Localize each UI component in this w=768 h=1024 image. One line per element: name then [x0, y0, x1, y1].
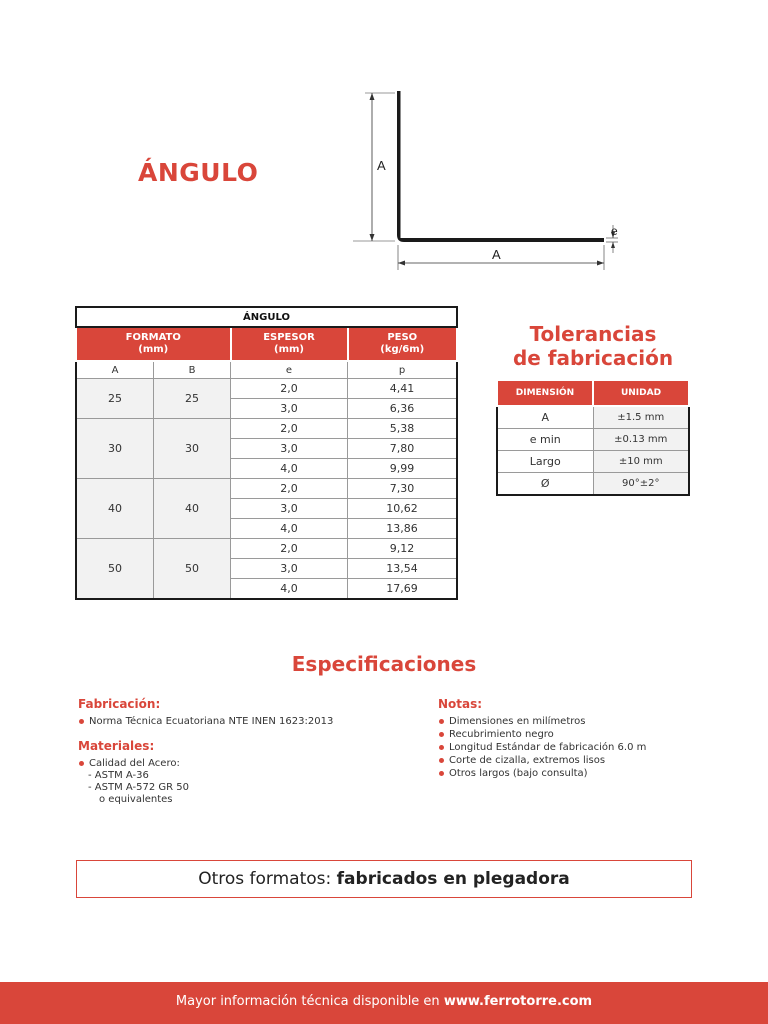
table-row: [497, 473, 689, 496]
thickness-label: e: [611, 224, 618, 238]
peso-cell: 4,41: [348, 379, 458, 399]
unit-cell: ±10 mm: [593, 451, 689, 473]
dimension-cell: e min: [497, 429, 593, 451]
page-title: ÁNGULO: [138, 158, 259, 187]
header-formato: FORMATO (mm): [76, 327, 231, 361]
peso-cell: 9,12: [348, 539, 458, 559]
dimension-cell: A: [497, 406, 593, 429]
table-row: [497, 429, 689, 451]
tolerances-title: Tolerancias de fabricación: [512, 322, 674, 370]
peso-cell: 13,86: [348, 519, 458, 539]
fabricacion-heading: Fabricación:: [78, 697, 161, 711]
espesor-cell: 2,0: [231, 419, 348, 439]
format-a-cell: 25: [76, 379, 154, 419]
espesor-cell: 3,0: [231, 399, 348, 419]
format-a-cell: 50: [76, 539, 154, 600]
format-a-cell: 40: [76, 479, 154, 539]
header-dimension: DIMENSIÓN: [497, 380, 593, 406]
angle-profile-shape: [397, 91, 604, 242]
list-item: Longitud Estándar de fabricación 6.0 m: [438, 741, 738, 754]
table-row: [76, 419, 457, 439]
espesor-cell: 2,0: [231, 539, 348, 559]
dimension-cell: Largo: [497, 451, 593, 473]
espesor-cell: 2,0: [231, 379, 348, 399]
header-espesor: ESPESOR (mm): [231, 327, 348, 361]
footer-text: Mayor información técnica disponible en: [175, 994, 444, 1009]
other-formats-prefix: Otros formatos:: [198, 869, 337, 889]
notas-heading: Notas:: [438, 697, 483, 711]
peso-cell: 7,80: [348, 439, 458, 459]
list-item: Norma Técnica Ecuatoriana NTE INEN 1623:2013: [78, 715, 418, 728]
notas-list: [438, 715, 738, 780]
horizontal-dimension-label: A: [492, 247, 501, 262]
notas-section: [438, 697, 738, 780]
material-equivalentes: o equivalentes: [99, 794, 173, 805]
table-row: [76, 479, 457, 499]
list-item: Dimensiones en milímetros: [438, 715, 738, 728]
material-astm-a572: - ASTM A-572 GR 50: [88, 782, 189, 793]
peso-cell: 10,62: [348, 499, 458, 519]
unit-cell: ±1.5 mm: [593, 406, 689, 429]
fabricacion-section: [78, 697, 418, 728]
list-item: Recubrimiento negro: [438, 728, 738, 741]
footer-banner: [0, 982, 768, 1024]
espesor-cell: 2,0: [231, 479, 348, 499]
format-a-cell: 30: [76, 419, 154, 479]
peso-cell: 13,54: [348, 559, 458, 579]
format-b-cell: 50: [154, 539, 231, 600]
dimension-cell: Ø: [497, 473, 593, 496]
peso-cell: 5,38: [348, 419, 458, 439]
angle-profile-diagram: [340, 85, 640, 275]
espesor-cell: 3,0: [231, 559, 348, 579]
unit-cell: ±0.13 mm: [593, 429, 689, 451]
subheader-b: B: [154, 361, 231, 379]
espesor-cell: 3,0: [231, 439, 348, 459]
header-peso: PESO (kg/6m): [348, 327, 458, 361]
list-item: Otros largos (bajo consulta): [438, 767, 738, 780]
espesor-cell: 4,0: [231, 459, 348, 479]
format-b-cell: 30: [154, 419, 231, 479]
peso-cell: 9,99: [348, 459, 458, 479]
peso-cell: 17,69: [348, 579, 458, 600]
footer-website-link[interactable]: www.ferrotorre.com: [443, 994, 593, 1009]
angle-dimensions-table: [75, 306, 458, 600]
espesor-cell: 4,0: [231, 579, 348, 600]
table-row: [76, 379, 457, 399]
vertical-dimension-label: A: [377, 158, 386, 173]
materiales-list: [78, 757, 418, 770]
format-b-cell: 40: [154, 479, 231, 539]
header-unidad: UNIDAD: [593, 380, 689, 406]
tolerances-table: [496, 379, 690, 496]
espesor-cell: 3,0: [231, 499, 348, 519]
unit-cell: 90°±2°: [593, 473, 689, 496]
subheader-e: e: [231, 361, 348, 379]
table-caption: ÁNGULO: [76, 307, 457, 327]
materiales-section: [78, 739, 418, 806]
subheader-a: A: [76, 361, 154, 379]
peso-cell: 7,30: [348, 479, 458, 499]
list-item: Calidad del Acero:: [78, 757, 418, 770]
format-b-cell: 25: [154, 379, 231, 419]
fabricacion-list: [78, 715, 418, 728]
table-row: [497, 406, 689, 429]
list-item: Corte de cizalla, extremos lisos: [438, 754, 738, 767]
specs-title: Especificaciones: [291, 652, 477, 676]
material-astm-a36: - ASTM A-36: [88, 770, 149, 781]
materiales-heading: Materiales:: [78, 739, 155, 753]
espesor-cell: 4,0: [231, 519, 348, 539]
other-formats-highlight: fabricados en plegadora: [336, 869, 570, 889]
other-formats-box: [76, 860, 692, 898]
table-row: [76, 539, 457, 559]
subheader-p: p: [348, 361, 458, 379]
peso-cell: 6,36: [348, 399, 458, 419]
table-row: [497, 451, 689, 473]
